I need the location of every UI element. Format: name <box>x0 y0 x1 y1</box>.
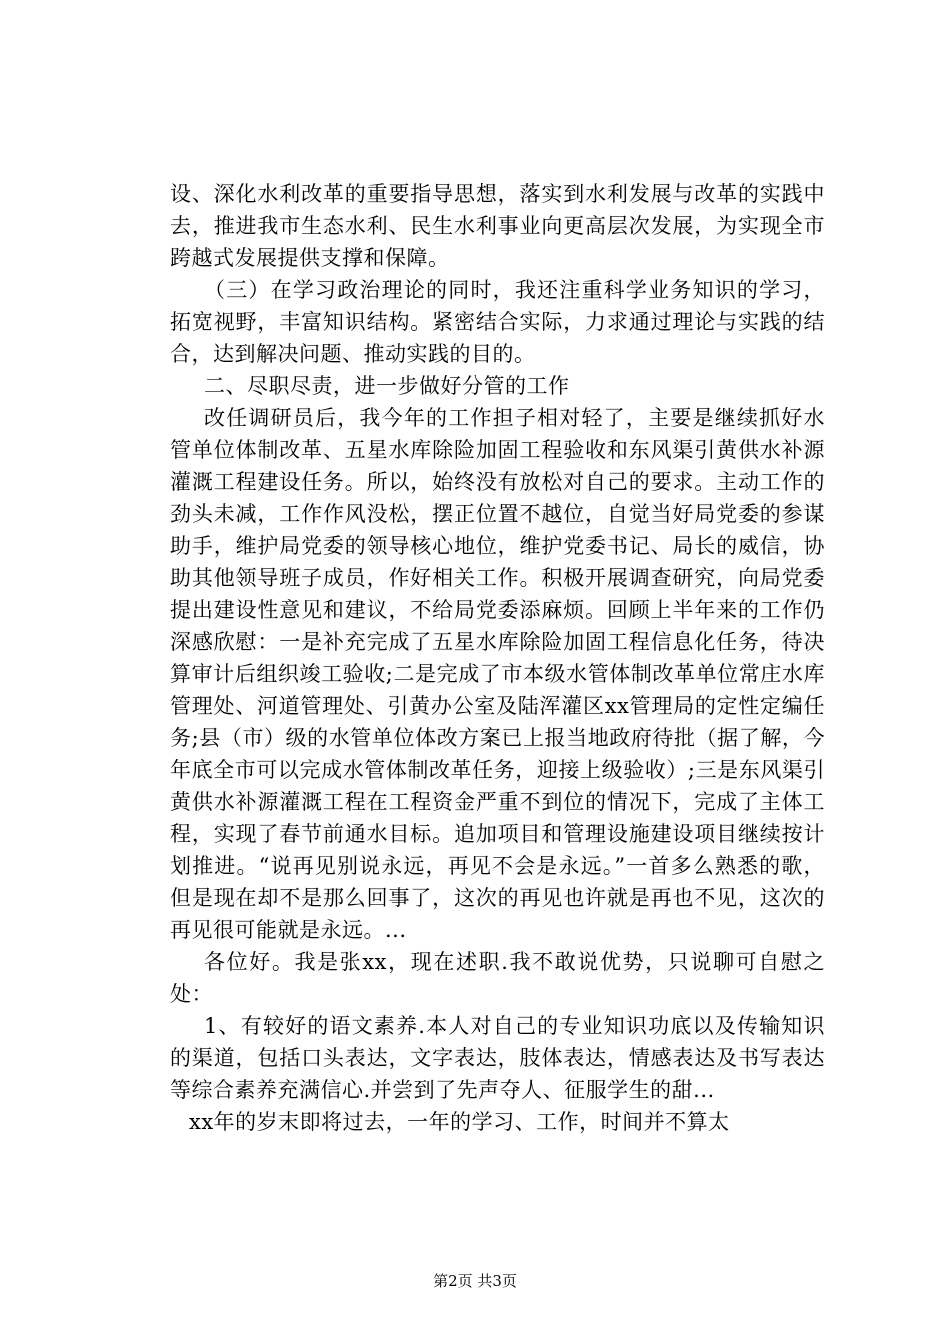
paragraph-4: 各位好。我是张xx，现在述职.我不敢说优势，只说聊可自慰之处： <box>170 950 825 1006</box>
paragraph-3: 改任调研员后，我今年的工作担子相对轻了，主要是继续抓好水管单位体制改革、五星水库除险加固工程验收和东风渠引黄供水补源灌溉工程建设任务。所以，始终没有放松对自己的要求。主动工作的劲头未减，工作作风没松，摆正位置不越位，自觉当好局党委的参谋助手，维护局党委的领导核心地位，维护党委书记、局长的威信，协助其他领导班子成员，作好相关工作。积极开展调查研究，向局党委提出建设性意见和建议，不给局党委添麻烦。回顾上半年来的工作仍深感欣慰：一是补充完成了五星水库除险加固工程信息化任务，待决算审计后组织竣工验收;二是完成了市本级水管体制改革单位常庄水库管理处、河道管理处、引黄办公室及陆浑灌区xx管理局的定性定编任务;县（市）级的水管单位体改方案已上报当地政府待批（据了解，今年底全市可以完成水管体制改革任务，迎接上级验收）;三是东风渠引黄供水补源灌溉工程在工程资金严重不到位的情况下，完成了主体工程，实现了春节前通水目标。追加项目和管理设施建设项目继续按计划推进。“说再见别说永远，再见不会是永远。”一首多么熟悉的歌，但是现在却不是那么回事了，这次的再见也许就是再也不见，这次的再见很可能就是永远。... <box>170 406 825 942</box>
document-body <box>170 178 825 1138</box>
section-heading: 二、尽职尽责，进一步做好分管的工作 <box>204 374 570 398</box>
paragraph-2: （三）在学习政治理论的同时，我还注重科学业务知识的学习，拓宽视野，丰富知识结构。紧密结合实际，力求通过理论与实践的结合，达到解决问题、推动实践的目的。 <box>170 278 825 366</box>
paragraph-6: xx年的岁末即将过去，一年的学习、工作，时间并不算太 <box>189 1110 730 1134</box>
paragraph-5: 1、有较好的语文素养.本人对自己的专业知识功底以及传输知识的渠道，包括口头表达，文字表达，肢体表达，情感表达及书写表达等综合素养充满信心.并尝到了先声夺人、征服学生的甜... <box>170 1014 825 1102</box>
paragraph-1: 设、深化水利改革的重要指导思想，落实到水利发展与改革的实践中去，推进我市生态水利、民生水利事业向更高层次发展，为实现全市跨越式发展提供支撑和保障。 <box>170 182 825 270</box>
page-footer: 第2页 共3页 <box>433 1272 517 1290</box>
